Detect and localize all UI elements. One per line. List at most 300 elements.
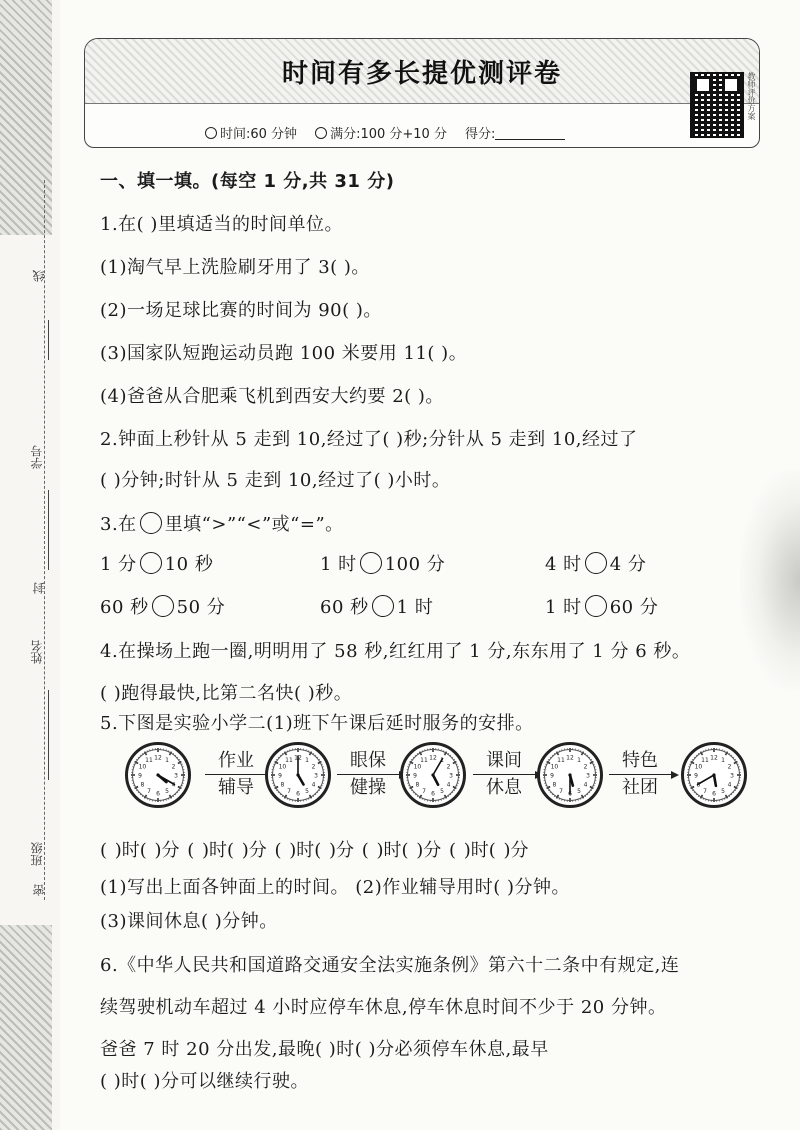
clock-numeral: 10 — [138, 763, 147, 771]
clock-tick — [417, 753, 418, 755]
clock-tick — [410, 787, 413, 789]
clock-tick — [547, 787, 550, 789]
clock-tick — [578, 749, 579, 751]
clock-face-icon — [537, 742, 603, 808]
clock-tick — [545, 785, 547, 786]
clock-tick — [272, 783, 274, 784]
clock-numeral: 9 — [138, 772, 142, 780]
clock-tick — [287, 798, 288, 800]
clock-tick — [425, 749, 426, 751]
clock-tick — [580, 750, 581, 752]
compare-item — [545, 552, 646, 577]
binding-label-line: 线 — [32, 270, 46, 282]
clock-numeral: 12 — [294, 754, 302, 762]
binding-hatch-bottom — [0, 925, 52, 1130]
clock-numeral: 3 — [449, 772, 453, 780]
q2-line: 2.钟面上秒针从 5 走到 10,经过了( )秒;分针从 5 走到 10,经过了 — [100, 429, 638, 450]
clock-tick — [733, 792, 734, 793]
clock-tick — [276, 790, 278, 791]
hour-hand — [158, 775, 166, 782]
compare-left: 4 时 — [545, 554, 582, 575]
compare-left: 1 分 — [100, 554, 137, 575]
answer-circle[interactable] — [140, 552, 162, 574]
q4-line: 4.在操场上跑一圈,明明用了 58 秒,红红用了 1 分,东东用了 1 分 6 秒。 — [100, 641, 691, 662]
clock-tick — [737, 764, 739, 765]
clock-tick — [729, 795, 730, 797]
clock-hands — [403, 745, 463, 805]
clock-numeral: 2 — [446, 763, 451, 771]
clock-numeral: 9 — [550, 772, 554, 780]
clock-numeral: 2 — [171, 763, 176, 771]
clock-tick — [445, 752, 447, 755]
clock-tick — [589, 757, 590, 758]
clock-numeral: 3 — [586, 772, 590, 780]
clock-tick — [407, 783, 409, 784]
clock-numeral: 7 — [422, 788, 426, 796]
clock-numeral: 9 — [278, 772, 282, 780]
activity-top: 课间 — [473, 748, 535, 775]
clock-tick — [410, 762, 413, 764]
clock-tick — [552, 755, 553, 756]
clock-tick — [737, 785, 739, 786]
clock-tick — [182, 783, 184, 784]
clock-tick — [278, 792, 279, 793]
clock-tick — [135, 762, 138, 764]
binding-label-seal: 封 — [32, 582, 46, 594]
clock-numeral: 8 — [280, 781, 285, 789]
q5-sub: (1)写出上面各钟面上的时间。 (2)作业辅导用时( )分钟。 — [100, 877, 570, 898]
clock-tick — [315, 794, 316, 795]
clock-tick — [425, 799, 426, 801]
clock-tick — [554, 753, 555, 755]
clock-face-icon — [265, 742, 331, 808]
q6-line: ( )时( )分可以继续行驶。 — [100, 1071, 310, 1092]
compare-right: 10 秒 — [164, 554, 214, 575]
clock-tick — [594, 767, 596, 768]
clock-tick — [276, 759, 278, 760]
clock-tick — [420, 795, 422, 798]
answer-circle[interactable] — [152, 595, 174, 617]
clock-numeral: 4 — [583, 781, 588, 789]
compare-item — [100, 595, 225, 620]
clock-tick — [170, 795, 172, 798]
clock-tick — [593, 785, 595, 786]
clock-tick — [448, 795, 449, 797]
activity-top: 特色 — [609, 748, 671, 775]
q6-line: 续驾驶机动车超过 4 小时应停车休息,停车休息时间不少于 20 分钟。 — [100, 997, 667, 1018]
binding-label-name: 姓名 — [30, 640, 44, 664]
clock-center — [431, 773, 434, 776]
compare-circle-icon — [140, 512, 162, 534]
clock-numeral: 2 — [583, 763, 588, 771]
clock-tick — [559, 750, 560, 752]
clock-tick — [453, 787, 456, 789]
clock-tick — [310, 752, 312, 755]
q4-line: ( )跑得最快,比第二名快( )秒。 — [100, 683, 353, 704]
clock-tick — [456, 764, 458, 765]
exam-meta — [205, 123, 565, 142]
clock-numeral: 6 — [296, 790, 300, 798]
clock-tick — [689, 785, 691, 786]
clock-tick — [287, 750, 288, 752]
clock-icon — [205, 127, 217, 139]
clock-numeral: 7 — [559, 788, 563, 796]
clock-tick — [313, 795, 314, 797]
clock-tick — [590, 762, 593, 764]
clock-tick — [417, 795, 418, 797]
clock-tick — [544, 767, 546, 768]
clock-tick — [177, 757, 178, 758]
clock-tick — [322, 767, 324, 768]
clock-tick — [733, 757, 734, 758]
compare-left: 1 时 — [545, 597, 582, 618]
clock-tick — [703, 798, 704, 800]
clock-numeral: 6 — [431, 790, 435, 798]
q3-stem — [100, 512, 344, 537]
clock-tick — [698, 753, 699, 755]
clock-tick — [587, 755, 588, 756]
clock-tick — [168, 750, 169, 752]
clock-tick — [273, 785, 275, 786]
clock-tick — [282, 795, 283, 797]
clock-tick — [552, 794, 553, 795]
clock-tick — [318, 759, 320, 760]
clock-tick — [322, 783, 324, 784]
clock-tick — [136, 790, 138, 791]
clock-tick — [696, 794, 697, 795]
clock-numeral: 11 — [420, 756, 428, 764]
clock-numeral: 1 — [165, 756, 169, 764]
clock-tick — [722, 749, 723, 751]
clock-numeral: 8 — [696, 781, 701, 789]
clock-tick — [173, 795, 174, 797]
clock-numeral: 6 — [712, 790, 716, 798]
clock-tick — [453, 790, 455, 791]
clock-face-icon — [125, 742, 191, 808]
clock-tick — [173, 753, 174, 755]
activity-label — [205, 748, 267, 801]
clock-numeral: 12 — [710, 754, 718, 762]
clock-tick — [445, 795, 447, 798]
clock-tick — [726, 795, 728, 798]
clock-tick — [691, 762, 694, 764]
clock-tick — [594, 783, 596, 784]
clock-tick — [138, 757, 139, 758]
clock-tick — [582, 752, 584, 755]
clock-tick — [706, 799, 707, 801]
clock-tick — [457, 783, 459, 784]
clock-tick — [692, 759, 694, 760]
clock-tick — [306, 799, 307, 801]
clock-numeral: 8 — [140, 781, 145, 789]
clock-numeral: 3 — [730, 772, 734, 780]
clock-tick — [290, 799, 291, 801]
clock-center — [568, 773, 571, 776]
binding-rule — [48, 490, 49, 570]
clock-tick — [181, 764, 183, 765]
clock-tick — [456, 785, 458, 786]
clock-numeral: 3 — [174, 772, 178, 780]
time-limit — [205, 123, 297, 142]
clock-tick — [420, 752, 422, 755]
clock-numeral: 10 — [278, 763, 287, 771]
clock-tick — [133, 785, 135, 786]
clock-tick — [145, 795, 147, 798]
activity-label — [337, 748, 399, 801]
activity-label — [473, 748, 535, 801]
compare-item — [100, 552, 213, 577]
clock-tick — [698, 795, 699, 797]
clock-tick — [318, 790, 320, 791]
binding-label-seal2: 密 — [32, 884, 46, 896]
clock-tick — [411, 790, 413, 791]
clock-tick — [407, 767, 409, 768]
clock-tick — [593, 764, 595, 765]
clock-tick — [722, 799, 723, 801]
clock-tick — [550, 757, 551, 758]
binding-label-student-no: 学号 — [30, 445, 44, 469]
clock-tick — [181, 785, 183, 786]
compare-right: 60 分 — [609, 597, 659, 618]
clock-tick — [550, 792, 551, 793]
clock-tick — [443, 750, 444, 752]
clock-tick — [178, 790, 180, 791]
clock-tick — [285, 795, 287, 798]
section-title: 一、填一填。(每空 1 分,共 31 分) — [100, 171, 395, 192]
clock-tick — [448, 753, 449, 755]
clock-tick — [562, 799, 563, 801]
clock-numeral: 1 — [440, 756, 444, 764]
clock-numeral: 4 — [727, 781, 732, 789]
minute-hand — [158, 775, 174, 785]
clock-numeral: 4 — [446, 781, 451, 789]
clock-tick — [726, 752, 728, 755]
clock-tick — [557, 752, 559, 755]
clock-hands — [128, 745, 188, 805]
clock-tick — [590, 759, 592, 760]
clock-tick — [170, 752, 172, 755]
clock-tick — [321, 764, 323, 765]
activity-bottom: 休息 — [486, 777, 522, 798]
clock-tick — [554, 795, 555, 797]
clock-tick — [315, 755, 316, 756]
activity-bottom: 健操 — [350, 777, 386, 798]
clock-tick — [587, 794, 588, 795]
clock-tick — [275, 762, 278, 764]
clock-tick — [282, 753, 283, 755]
clock-tick — [724, 798, 725, 800]
binding-label-class: 班级 — [30, 842, 44, 866]
binding-dashed-line — [44, 180, 45, 900]
clock-numeral: 12 — [566, 754, 574, 762]
clock-tick — [290, 749, 291, 751]
clock-tick — [317, 757, 318, 758]
clock-numeral: 2 — [727, 763, 732, 771]
qr-caption: 教师评价方案 — [747, 72, 756, 120]
answer-circle[interactable] — [360, 552, 382, 574]
binding-rule — [48, 690, 49, 780]
clock-numeral: 8 — [415, 781, 420, 789]
activity-top: 作业 — [205, 748, 267, 775]
clock-tick — [136, 759, 138, 760]
clock-tick — [706, 749, 707, 751]
clock-tick — [135, 787, 138, 789]
clock-tick — [133, 764, 135, 765]
clock-tick — [177, 792, 178, 793]
clock-tick — [140, 755, 141, 756]
clock-tick — [544, 783, 546, 784]
clock-tick — [453, 762, 456, 764]
compare-left: 1 时 — [320, 554, 357, 575]
clock-tick — [688, 783, 690, 784]
q1-item: (2)一场足球比赛的时间为 90( )。 — [100, 300, 382, 321]
clock-tick — [145, 752, 147, 755]
q5-sub: (3)课间休息( )分钟。 — [100, 911, 278, 932]
clock-tick — [150, 749, 151, 751]
clock-tick — [150, 799, 151, 801]
clock-hands — [540, 745, 600, 805]
clock-tick — [580, 798, 581, 800]
compare-right: 50 分 — [176, 597, 226, 618]
clock-tick — [178, 762, 181, 764]
clock-tick — [317, 792, 318, 793]
full-score — [315, 123, 447, 142]
clock-numeral: 12 — [154, 754, 162, 762]
clock-tick — [275, 787, 278, 789]
clock-numeral: 11 — [557, 756, 565, 764]
clock-tick — [701, 752, 703, 755]
q2-line: ( )分钟;时针从 5 走到 10,经过了( )小时。 — [100, 470, 451, 491]
compare-item — [320, 552, 445, 577]
clock-tick — [308, 798, 309, 800]
clock-tick — [688, 767, 690, 768]
clock-tick — [178, 787, 181, 789]
clock-tick — [408, 764, 410, 765]
clock-tick — [729, 753, 730, 755]
clock-tick — [318, 762, 321, 764]
clock-numeral: 4 — [171, 781, 176, 789]
clock-tick — [138, 792, 139, 793]
full-score-text: 满分:100 分+10 分 — [330, 127, 447, 142]
score-blank[interactable] — [495, 127, 565, 140]
hour-hand — [570, 775, 573, 786]
q1-item: (4)爸爸从合肥乘飞机到西安大约要 2( )。 — [100, 386, 444, 407]
compare-left: 60 秒 — [320, 597, 369, 618]
clock-face-icon — [681, 742, 747, 808]
clock-tick — [147, 798, 148, 800]
clock-numeral: 5 — [577, 788, 581, 796]
q3-stem-text: 3.在 — [100, 514, 137, 535]
clock-tick — [731, 794, 732, 795]
qr-code-icon[interactable] — [690, 72, 744, 138]
clock-tick — [734, 759, 736, 760]
clock-numeral: 12 — [429, 754, 437, 762]
clock-tick — [548, 790, 550, 791]
clock-numeral: 10 — [694, 763, 703, 771]
clock-numeral: 10 — [550, 763, 559, 771]
minute-hand — [433, 756, 444, 775]
clock-tick — [589, 792, 590, 793]
clock-tick — [132, 783, 134, 784]
clock-tick — [694, 792, 695, 793]
clock-tick — [182, 767, 184, 768]
clock-tick — [585, 795, 586, 797]
clock-tick — [452, 792, 453, 793]
clock-numeral: 6 — [568, 790, 572, 798]
clock-tick — [272, 767, 274, 768]
score-field — [465, 123, 565, 142]
clock-tick — [175, 755, 176, 756]
clock-tick — [582, 795, 584, 798]
clock-tick — [450, 755, 451, 756]
clock-tick — [321, 785, 323, 786]
clock-hands — [268, 745, 328, 805]
hour-hand — [298, 775, 304, 785]
clock-tick — [734, 787, 737, 789]
clock-numeral: 9 — [694, 772, 698, 780]
clock-numeral: 11 — [285, 756, 293, 764]
clock-tick — [308, 750, 309, 752]
clock-tick — [147, 750, 148, 752]
q3-stem-tail: 里填“>”“<”或“=”。 — [164, 514, 344, 535]
q1-stem: 1.在( )里填适当的时间单位。 — [100, 214, 343, 235]
clock-numeral: 5 — [165, 788, 169, 796]
clock-center — [296, 773, 299, 776]
clock-tick — [694, 757, 695, 758]
activity-label — [609, 748, 671, 801]
clock-tick — [280, 755, 281, 756]
clock-tick — [578, 799, 579, 801]
clock-tick — [178, 759, 180, 760]
clock-tick — [585, 753, 586, 755]
clock-tick — [443, 798, 444, 800]
q1-item: (3)国家队短跑运动员跑 100 米要用 11( )。 — [100, 343, 468, 364]
clock-tick — [168, 798, 169, 800]
compare-right: 4 分 — [609, 554, 647, 575]
clock-numeral: 1 — [721, 756, 725, 764]
clock-tick — [422, 798, 423, 800]
schedule-diagram — [125, 742, 765, 822]
hour-hand — [433, 775, 438, 785]
answer-circle[interactable] — [585, 552, 607, 574]
clock-hands — [684, 745, 744, 805]
clock-tick — [142, 795, 143, 797]
minute-hand — [698, 775, 714, 785]
answer-circle[interactable] — [372, 595, 394, 617]
clock-numeral: 8 — [552, 781, 557, 789]
activity-bottom: 辅导 — [218, 777, 254, 798]
clock-tick — [306, 749, 307, 751]
clock-tick — [724, 750, 725, 752]
clock-numeral: 7 — [287, 788, 291, 796]
answer-circle[interactable] — [585, 595, 607, 617]
clock-tick — [278, 757, 279, 758]
compare-left: 60 秒 — [100, 597, 149, 618]
activity-top: 眼保 — [337, 748, 399, 775]
clock-numeral: 11 — [145, 756, 153, 764]
clock-tick — [689, 764, 691, 765]
clock-tick — [441, 749, 442, 751]
binding-rule — [48, 320, 49, 360]
clock-tick — [734, 762, 737, 764]
clock-tick — [166, 799, 167, 801]
compare-right: 100 分 — [384, 554, 446, 575]
clock-tick — [545, 764, 547, 765]
clock-answer-blanks: ( )时( )分 ( )时( )分 ( )时( )分 ( )时( )分 ( )时( )分 — [100, 840, 529, 861]
clock-numeral: 3 — [314, 772, 318, 780]
clock-tick — [731, 755, 732, 756]
time-limit-text: 时间:60 分钟 — [220, 127, 298, 142]
